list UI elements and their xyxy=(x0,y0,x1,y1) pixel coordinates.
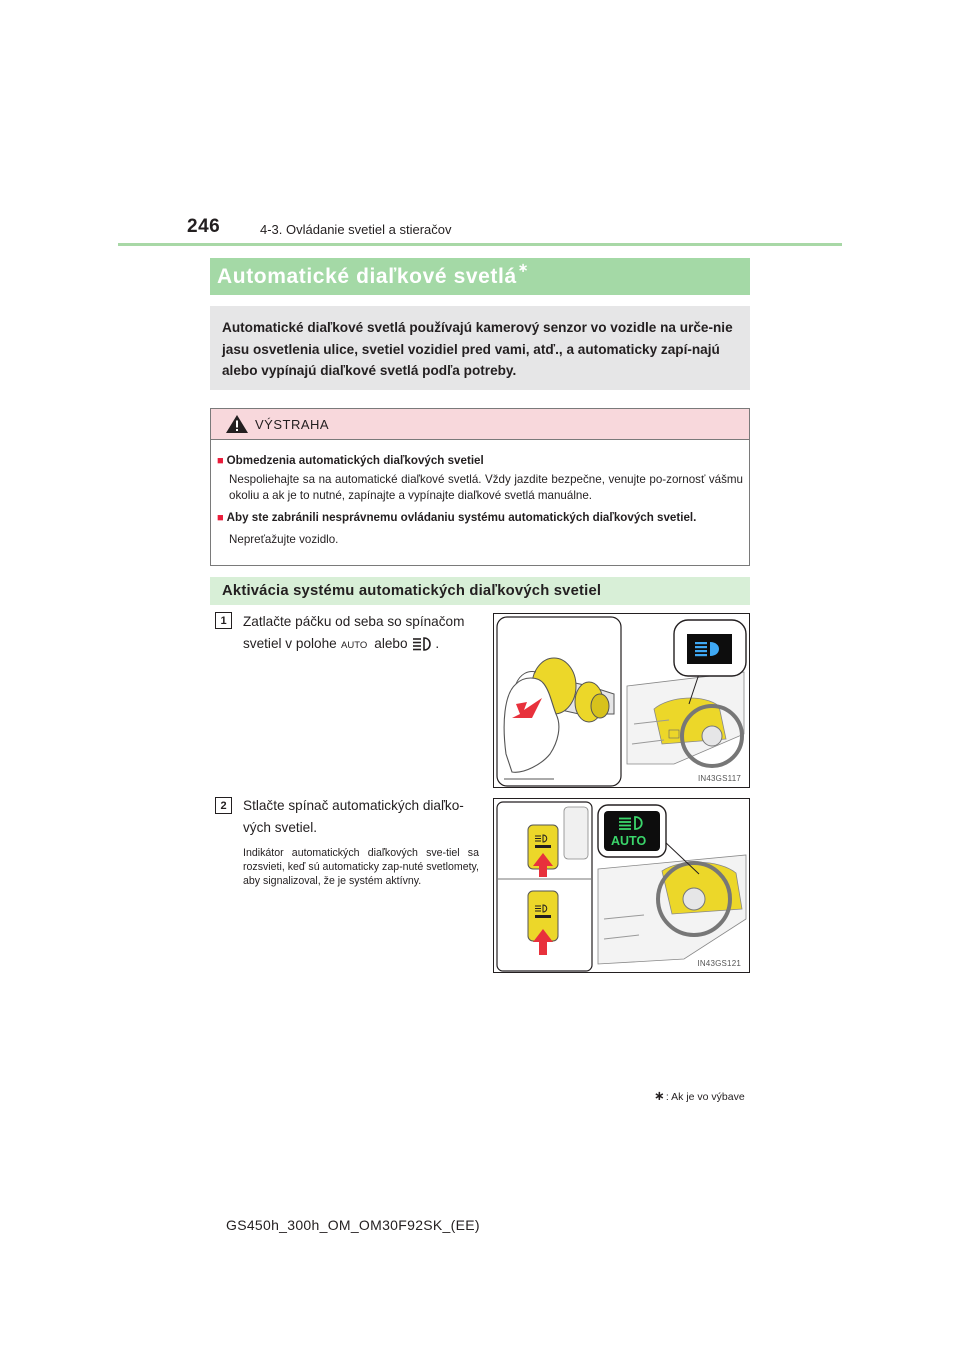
main-title-bar xyxy=(210,258,750,295)
auto-symbol-icon xyxy=(340,638,370,650)
availability-star: ∗ xyxy=(517,259,529,275)
warning-box xyxy=(210,408,750,566)
main-title: Automatické diaľkové svetlá xyxy=(217,264,517,288)
step-text-part: Zatlačte páčku od seba so spínačom svetiel v polohe xyxy=(243,614,465,651)
footnote-star: ∗ xyxy=(654,1088,665,1103)
indicator-auto-text: AUTO xyxy=(611,834,647,848)
step-text-part: alebo xyxy=(374,636,408,651)
figure-lever xyxy=(493,613,750,788)
header-divider xyxy=(118,243,842,246)
warning-item xyxy=(217,510,743,548)
subsection-title: Aktivácia systému automatických diaľkových svetiel xyxy=(222,583,602,599)
intro-text: Automatické diaľkové svetlá používajú kamerový senzor vo vozidle na urče-nie jasu osvetlenia ulice, svetiel vozidiel pred vami, atď., a automaticky zapí-najú alebo vypínajú diaľkové svetlá podľa potreby. xyxy=(210,306,750,390)
warning-item xyxy=(217,453,743,504)
warning-title: VÝSTRAHA xyxy=(255,416,330,432)
warning-item-body: Nespoliehajte sa na automatické diaľkové svetlá. Vždy jazdite bezpečne, venujte po-zornosť vášmu okoliu a ak je to nutné, zapínajte a vypínajte diaľkové svetlá manuálne. xyxy=(229,473,743,502)
section-title: 4-3. Ovládanie svetiel a stieračov xyxy=(260,222,452,237)
auto-symbol-text: AUTO xyxy=(341,640,368,651)
warning-item-heading: Obmedzenia automatických diaľkových svetiel xyxy=(226,454,484,467)
subsection-bar xyxy=(210,577,750,605)
warning-item-body: Nepreťažujte vozidlo. xyxy=(229,533,339,546)
step-number: 1 xyxy=(215,612,232,629)
figure-code: IN43GS121 xyxy=(697,959,741,968)
bullet-square-icon: ■ xyxy=(217,512,224,524)
document-code: GS450h_300h_OM_OM30F92SK_(EE) xyxy=(226,1217,480,1233)
figure-code: IN43GS117 xyxy=(697,774,741,783)
warning-header xyxy=(211,409,749,440)
step-note: Indikátor automatických diaľkových sve-tiel sa rozsvieti, keď sú automaticky zap-nuté svetlomety, aby signalizoval, že je systém aktívny. xyxy=(243,847,479,887)
footnote-text: : Ak je vo výbave xyxy=(665,1091,745,1103)
figure-switch xyxy=(493,798,750,973)
warning-triangle-icon xyxy=(225,414,249,434)
footnote xyxy=(654,1088,745,1104)
lever-illustration xyxy=(494,614,750,788)
step-text-part: . xyxy=(435,636,440,651)
switch-illustration xyxy=(494,799,750,973)
bullet-square-icon: ■ xyxy=(217,455,224,467)
warning-item-heading: Aby ste zabránili nesprávnemu ovládaniu systému automatických diaľkových svetiel. xyxy=(226,511,697,524)
page-number: 246 xyxy=(187,216,221,237)
step-number: 2 xyxy=(215,797,232,814)
step-instruction xyxy=(243,611,483,655)
headlight-icon xyxy=(411,636,435,652)
step-instruction: Stlačte spínač automatických diaľko-vých svetiel. xyxy=(243,798,464,835)
